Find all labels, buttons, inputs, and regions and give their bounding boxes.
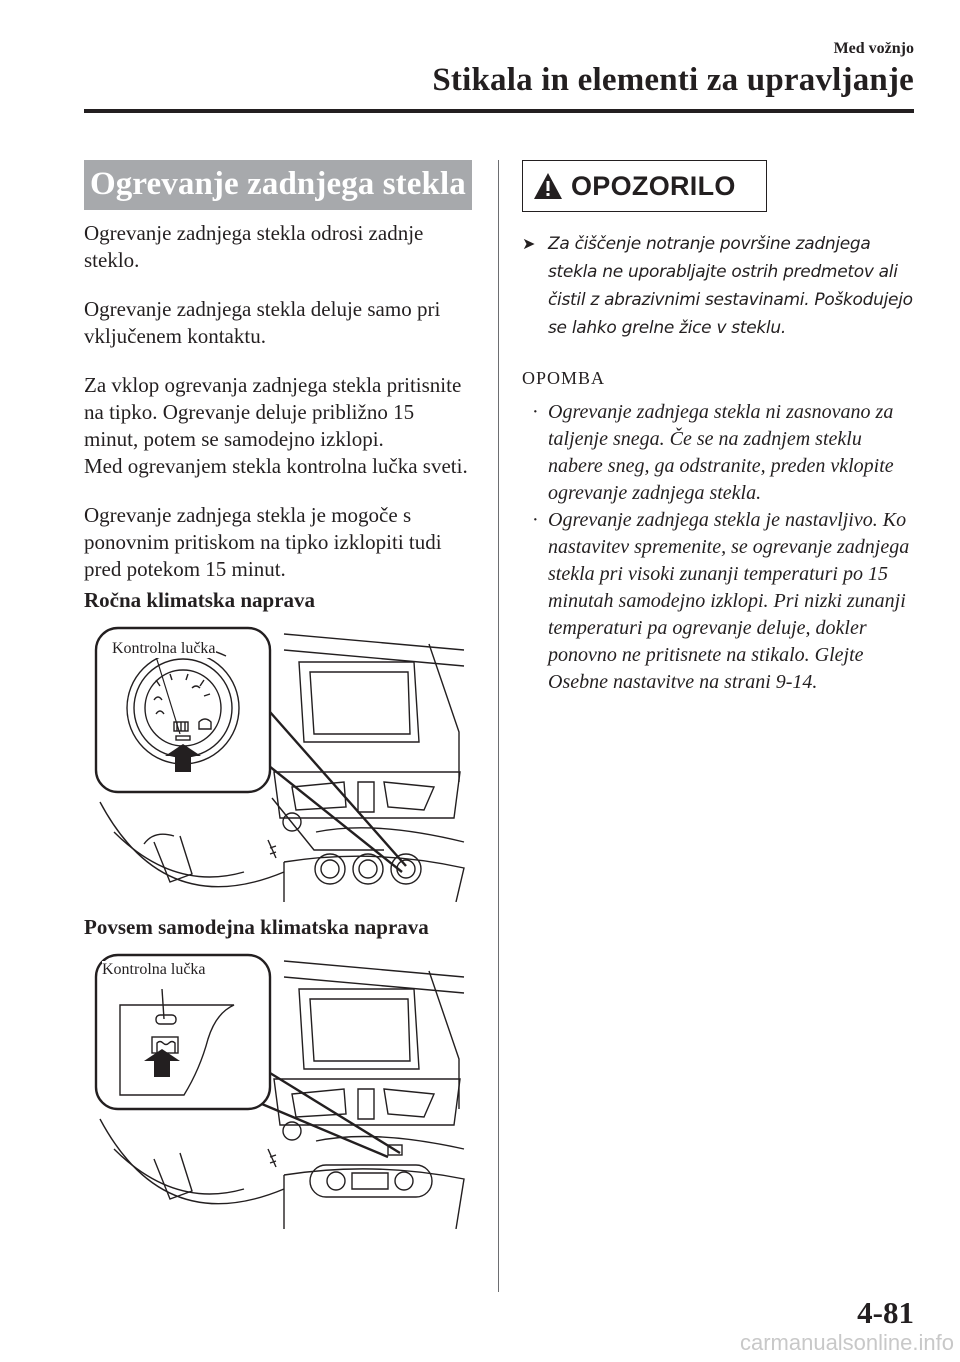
column-divider [498,160,499,1292]
arrow-bullet-icon: ➤ [522,234,536,253]
paragraph-4: Med ogrevanjem stekla kontrolna lučka sveti. [84,454,468,478]
left-column [84,160,472,1229]
warning-text: Za čiščenje notranje površine zadnjega stekla ne uporabljajte ostrih predmetov ali čistil z abrazivnimi sestavinami. Poškodujejo se lahko grelne žice v steklu. [548,234,913,338]
figure-auto-climate [84,949,472,1229]
note-item [522,399,917,507]
section-title: Ogrevanje zadnjega stekla [84,160,472,210]
manual-climate-heading: Ročna klimatska naprava [84,588,316,612]
paragraph-5: Ogrevanje zadnjega stekla je mogoče s ponovnim pritiskom na tipko izklopiti tudi pred potekom 15 minut. [84,503,442,581]
bullet-icon: · [532,509,539,531]
page-number: 4-81 [857,1295,914,1330]
auto-climate-illustration [84,949,472,1229]
paragraph-2: Ogrevanje zadnjega stekla deluje samo pri vključenem kontaktu. [84,297,441,348]
warning-item [522,230,917,342]
warning-triangle-icon [533,172,563,200]
warning-title: OPOZORILO [571,170,736,201]
watermark: carmanualsonline.info [739,1330,954,1355]
header-chapter: Stikala in elementi za upravljanje [432,62,914,98]
note-text-1: Ogrevanje zadnjega stekla ni zasnovano za taljenje snega. Če se na zadnjem steklu nabere sneg, ga odstranite, preden vklopite ogrevanje zadnjega stekla. [548,401,894,504]
note-text-2: Ogrevanje zadnjega stekla je nastavljivo. Ko nastavitev spremenite, se ogrevanje zadnjega stekla pri visoki zunanji temperaturi po 15 minutah samodejno izklopi. Pri nizki zunanji temperaturi pa ogrevanje deluje, dokler ponovno ne pritisnete na stikalo. Glejte Osebne nastavitve na strani 9-14. [548,509,910,693]
right-column [522,160,917,696]
figure-manual-climate [84,622,472,902]
auto-climate-heading: Povsem samodejna klimatska naprava [84,915,429,939]
bullet-icon: · [532,401,539,423]
header-rule [84,109,914,113]
manual-climate-illustration [84,622,472,902]
note-heading: OPOMBA [522,368,606,388]
paragraph-3: Za vklop ogrevanja zadnjega stekla pritisnite na tipko. Ogrevanje deluje približno 15 minut, potem se samodejno izklopi. [84,373,462,451]
auto-indicator-label: Kontrolna lučka [102,961,206,978]
manual-indicator-label: Kontrolna lučka [112,640,216,657]
note-item [522,507,917,696]
note-list [522,399,917,696]
paragraph-1: Ogrevanje zadnjega stekla odrosi zadnje steklo. [84,221,424,272]
header-section: Med vožnjo [833,40,914,57]
warning-box [522,160,767,212]
